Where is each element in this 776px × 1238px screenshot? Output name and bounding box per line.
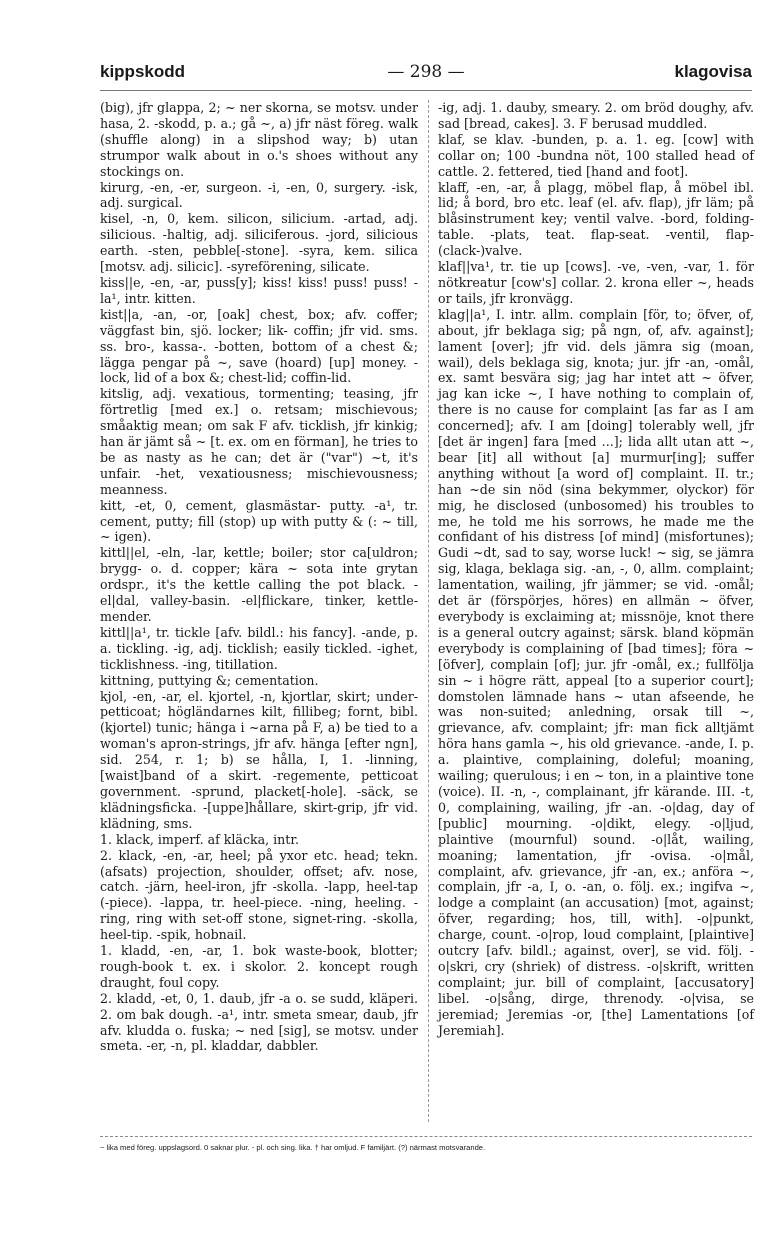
dictionary-entry: kisel, -n, 0, kem. silicon, silicium. -artad, adj. silicious. -haltig, adj. siliciferous. -jord, silicious earth. -sten, pebble[-stone]. -syra, kem. silica [motsv. adj. silicic]. -syreförening, silicate. [100,211,418,275]
dictionary-entry: kirurg, -en, -er, surgeon. -i, -en, 0, surgery. -isk, adj. surgical. [100,179,418,211]
dictionary-entry: 1. klack, imperf. af kläcka, intr. [100,831,299,847]
dictionary-entry: kittning, puttying &; cementation. [100,672,319,688]
column-divider [428,100,429,1122]
dictionary-entry: kist||a, -an, -or, [oak] chest, box; afv. coffer; väggfast bin, sjö. locker; lik- coffin; jfr vid. sms. ss. bro-, kassa-. -botten, bottom of a chest &; lägga pengar på ~, save (hoard) [up] money. -lock, lid of a box &; chest-lid; coffin-lid. [100,306,418,386]
dictionary-entry: -ig, adj. 1. dauby, smeary. 2. om bröd doughy, afv. sad [bread, cakes]. 3. F berusad muddled. [438,100,754,131]
dictionary-entry: (big), jfr glappa, 2; ~ ner skorna, se motsv. under hasa, 2. -skodd, p. a.; gå ~, a) jfr näst föreg. walk (shuffle along) in a slipshod way; b) utan strumpor walk about in o.'s shoes without any stockings on. [100,100,418,179]
page-header [100,62,752,88]
header-rule [100,90,752,91]
dictionary-entry: 2. kladd, -et, 0, 1. daub, jfr -a o. se sudd, kläperi. 2. om bak dough. -a¹, intr. smeta smear, daub, jfr afv. kludda o. fuska; ~ ned [sig], se motsv. under smeta. -er, -n, pl. kladdar, dabbler. [100,990,418,1054]
footer-rule [100,1136,752,1137]
right-guide-word: klagovisa [674,62,752,81]
dictionary-entry: klaf, se klav. -bunden, p. a. 1. eg. [cow] with collar on; 100 -bundna nöt, 100 stalled head of cattle. 2. fettered, tied [hand and foot]. [438,131,754,179]
footer-legend: ~ lika med föreg. uppslagsord. 0 saknar plur. - pl. och sing. lika. † har omljud. F familjärt. (?) närmast motsvarande. [100,1143,486,1152]
left-guide-word: kippskodd [100,62,186,81]
dictionary-entry: 2. klack, -en, -ar, heel; på yxor etc. head; tekn. (afsats) projection, shoulder, offset; afv. nose, catch. -järn, heel-iron, jfr -skolla. -lapp, heel-tap (-piece). -lappa, tr. heel-piece. -ning, heeling. -ring, ring with set-off stone, signet-ring. -skolla, heel-tip. -spik, hobnail. [100,847,418,943]
dictionary-entry: 1. kladd, -en, -ar, 1. bok waste-book, blotter; rough-book t. ex. i skolor. 2. koncept rough draught, foul copy. [100,943,418,990]
dictionary-entry: kjol, -en, -ar, el. kjortel, -n, kjortlar, skirt; under- petticoat; högländarnes kilt, fillibeg; fornt, bibl. (kjortel) tunic; hänga i ~arna på F, a) be tied to a woman's apron-strings, jfr afv. hänga [efter ngn], sid. 254, r. 1; b) se hålla, I, 1. -linning, [waist]band of a skirt. -regemente, petticoat government. -sprund, placket[-hole]. -säck, se klädningsficka. -[uppe]hållare, skirt-grip, jfr vid. klädning, sms. [100,688,418,831]
dictionary-entry: klag||a¹, I. intr. allm. complain [för, to; öfver, of, about, jfr beklaga sig; på ngn, of, afv. against]; lament [over]; jfr vid. dels jämra sig (moan, wail), dels beklaga sig, knota; jur. jfr -an, -omål, ex. samt besvära sig; jag har intet att ~ öfver, jag kan icke ~, I have nothing to complain of, there is no cause for complaint [as far as I am concerned]; afv. I am [doing] tolerably well, jfr [det är ingen] fara [med ...]; lida allt utan att ~, bear [it] all without [a] murmur[ing]; suffer anything without [a word of] complaint. II. tr.; han ~de sin nöd (sina bekymmer, olyckor) för mig, he disclosed (unbosomed) his troubles to me, he told me his sorrows, he made me the confidant of his distress [of mind] (misfortunes); Gudi ~dt, sad to say, worse luck! ~ sig, se jämra sig, klaga, beklaga sig. -an, -, 0, allm. complaint; lamentation, wailing, jfr jämmer; se vid. -omål; det är (förspörjes, höres) en allmän ~ öfver, everybody is exclaiming at; missnöje, knot there is a general outcry against; särsk. bland köpmän everybody is complaining of [bad times]; föra ~ [öfver], complain [of]; jur. jfr -omål, ex.; fullfölja sin ~ i högre rätt, appeal [to a superior court]; domstolen lämnade hans ~ utan afseende, he was non-suited; anledning, orsak till ~, grievance, afv. complaint; jfr: man fick alltjämt höra hans gamla ~, his old grievance. -ande, I. p. a. plaintive, complaining, doleful; moaning, wailing; querulous; i en ~ ton, in a plaintive tone (voice). II. -n, -, complainant, jfr kärande. III. -t, 0, complaining, wailing, jfr -an. -o|dag, day of [public] mourning. -o|dikt, elegy. -o|ljud, plaintive (mournful) sound. -o|låt, wailing, moaning; lamentation, jfr -ovisa. -o|mål, complaint, afv. grievance, jfr -an, ex.; anföra ~, complain, jfr -a, I, o. -an, o. följ. ex.; ingifva ~, lodge a complaint (an accusation) [mot, against; öfver, regarding; hos, till, with]. -o|punkt, charge, count. -o|rop, loud complaint, [plaintive] outcry [afv. bildl.; against, over], se vid. följ. -o|skri, cry (shriek) of distress. -o|skrift, written complaint; jur. bill of complaint, [accusatory] libel. -o|sång, dirge, threnody. -o|visa, se jeremiad; Jeremias -or, [the] Lamentations [of Jeremiah]. [438,306,754,1038]
right-column [438,100,754,1038]
left-column [100,100,418,1054]
dictionary-entry: kitt, -et, 0, cement, glasmästar- putty. -a¹, tr. cement, putty; fill (stop) up with putty & (: ~ till, ~ igen). [100,497,418,545]
dictionary-entry: kitslig, adj. vexatious, tormenting; teasing, jfr förtretlig [med ex.] o. retsam; mischievous; småaktig mean; om sak F afv. ticklish, jfr kinkig; han är jämt så ~ [t. ex. om en förman], he tries to be as nasty as he can; det är ("var") ~t, it's unfair. -het, vexatiousness; mischievousness; meanness. [100,386,418,497]
dictionary-entry: klaff, -en, -ar, å plagg, möbel flap, å möbel ibl. lid; å bord, bro etc. leaf (el. afv. flap), jfr läm; på blåsinstrument key; ventil valve. -bord, folding-table. -plats, teat. flap-seat. -ventil, flap-(clack-)valve. [438,179,754,259]
dictionary-entry: kiss||e, -en, -ar, puss[y]; kiss! kiss! puss! puss! -la¹, intr. kitten. [100,274,418,306]
dictionary-entry: kittl||el, -eln, -lar, kettle; boiler; stor ca[uldron; brygg- o. d. copper; kära ~ sota inte grytan ordspr., it's the kettle calling the pot black. -el|dal, valley-basin. -el|flickare, tinker, kettle-mender. [100,545,418,624]
dictionary-entry: klaf||va¹, tr. tie up [cows]. -ve, -ven, -var, 1. för nötkreatur [cow's] collar. 2. krona eller ~, heads or tails, jfr kronvägg. [438,259,754,306]
page-number: — 298 — [387,62,465,82]
dictionary-entry: kittl||a¹, tr. tickle [afv. bildl.: his fancy]. -ande, p. a. tickling. -ig, adj. ticklish; easily tickled. -ighet, ticklishness. -ing, titillation. [100,624,418,672]
